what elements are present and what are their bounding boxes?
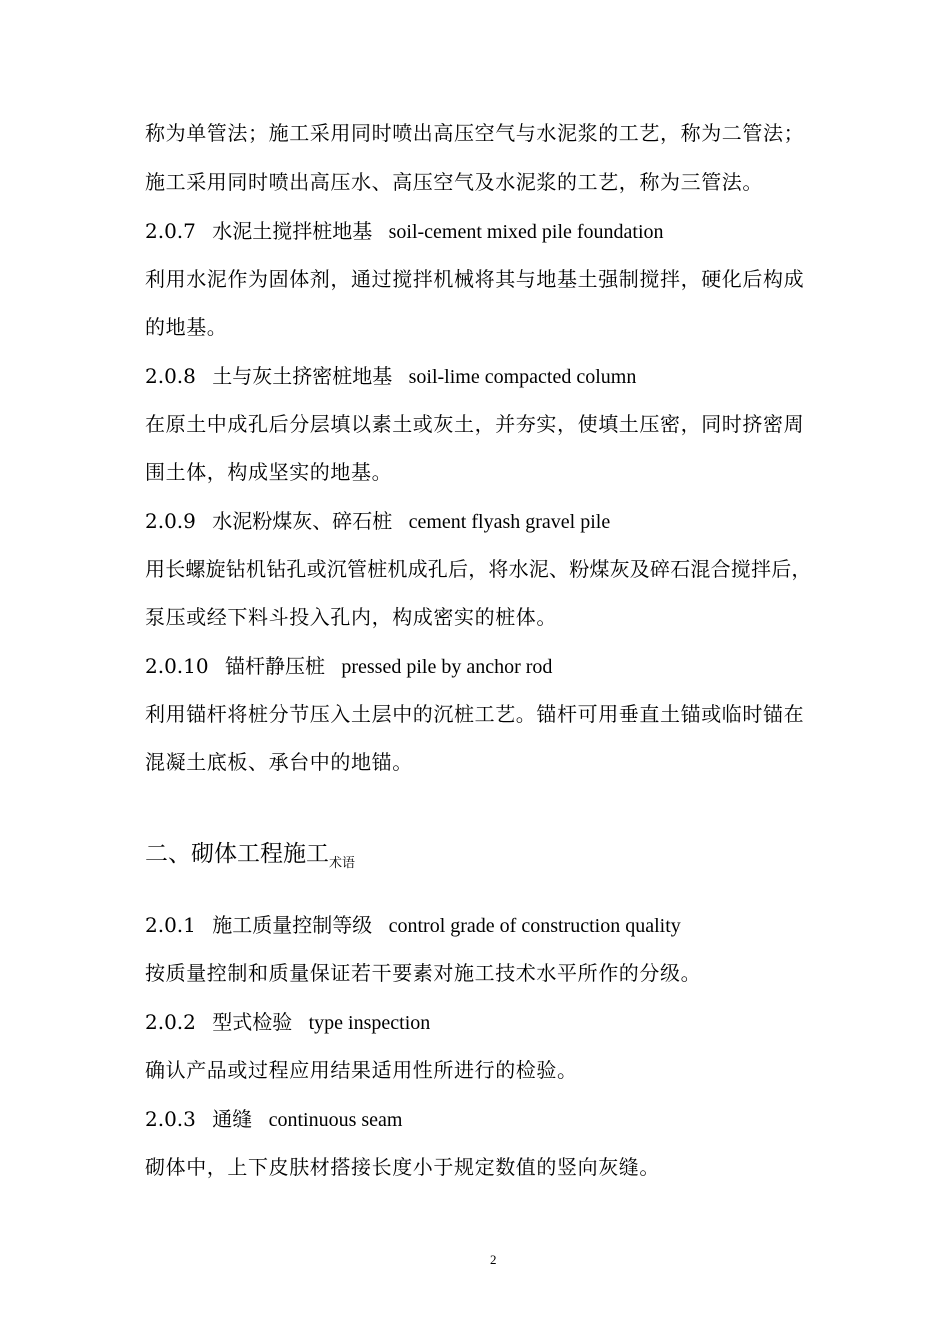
term-number: 2.0.1 [145, 913, 196, 937]
term-english: soil-lime compacted column [408, 366, 637, 388]
term-heading-2-0-8 [145, 364, 636, 389]
paragraph-line: 围土体，构成坚实的地基。 [145, 460, 393, 484]
term-english: pressed pile by anchor rod [341, 656, 553, 678]
term-english: soil-cement mixed pile foundation [388, 221, 664, 243]
term-english: control grade of construction quality [388, 915, 681, 937]
term-chinese: 土与灰土挤密桩地基 [212, 364, 393, 388]
paragraph-line: 用长螺旋钻机钻孔或沉管桩机成孔后，将水泥、粉煤灰及碎石混合搅拌后， [145, 557, 812, 581]
term-chinese: 水泥粉煤灰、碎石桩 [212, 509, 393, 533]
paragraph-line: 砌体中，上下皮肤材搭接长度小于规定数值的竖向灰缝。 [145, 1155, 660, 1179]
term-english: continuous seam [268, 1109, 403, 1131]
paragraph-line: 按质量控制和质量保证若干要素对施工技术水平所作的分级。 [145, 961, 702, 985]
paragraph-line: 的地基。 [145, 315, 228, 339]
paragraph-line: 利用锚杆将桩分节压入土层中的沉桩工艺。锚杆可用垂直土锚或临时锚在 [145, 702, 805, 726]
term-heading-2-0-10 [145, 654, 552, 679]
term-heading-2-0-9 [145, 509, 610, 534]
section-heading [145, 840, 355, 878]
paragraph-line: 在原土中成孔后分层填以素土或灰土，并夯实，使填土压密，同时挤密周 [145, 412, 805, 436]
section-subscript: 术语 [329, 856, 356, 871]
paragraph-line: 确认产品或过程应用结果适用性所进行的检验。 [145, 1058, 578, 1082]
term-number: 2.0.9 [145, 509, 196, 533]
term-english: cement flyash gravel pile [408, 511, 611, 533]
term-chinese: 施工质量控制等级 [212, 913, 373, 937]
term-number: 2.0.2 [145, 1010, 196, 1034]
section-title: 二、砌体工程施工 [145, 841, 329, 867]
term-chinese: 水泥土搅拌桩地基 [212, 219, 373, 243]
term-chinese: 型式检验 [212, 1010, 293, 1034]
paragraph-line: 施工采用同时喷出高压水、高压空气及水泥浆的工艺，称为三管法。 [145, 170, 763, 194]
page-number: 2 [490, 1252, 497, 1267]
term-heading-2-0-3 [145, 1107, 402, 1132]
term-number: 2.0.3 [145, 1107, 196, 1131]
paragraph-line: 混凝土底板、承台中的地锚。 [145, 750, 413, 774]
term-heading-2-0-2 [145, 1010, 430, 1035]
paragraph-line: 利用水泥作为固体剂，通过搅拌机械将其与地基土强制搅拌，硬化后构成 [145, 267, 805, 291]
term-number: 2.0.7 [145, 219, 196, 243]
term-chinese: 通缝 [212, 1107, 253, 1131]
term-number: 2.0.8 [145, 364, 196, 388]
paragraph-line: 泵压或经下料斗投入孔内，构成密实的桩体。 [145, 605, 557, 629]
term-heading-2-0-7 [145, 219, 664, 244]
term-chinese: 锚杆静压桩 [224, 654, 325, 678]
term-number: 2.0.10 [145, 654, 209, 678]
term-heading-2-0-1 [145, 913, 681, 938]
paragraph-line: 称为单管法；施工采用同时喷出高压空气与水泥浆的工艺，称为二管法； [145, 121, 805, 145]
term-english: type inspection [308, 1012, 431, 1034]
